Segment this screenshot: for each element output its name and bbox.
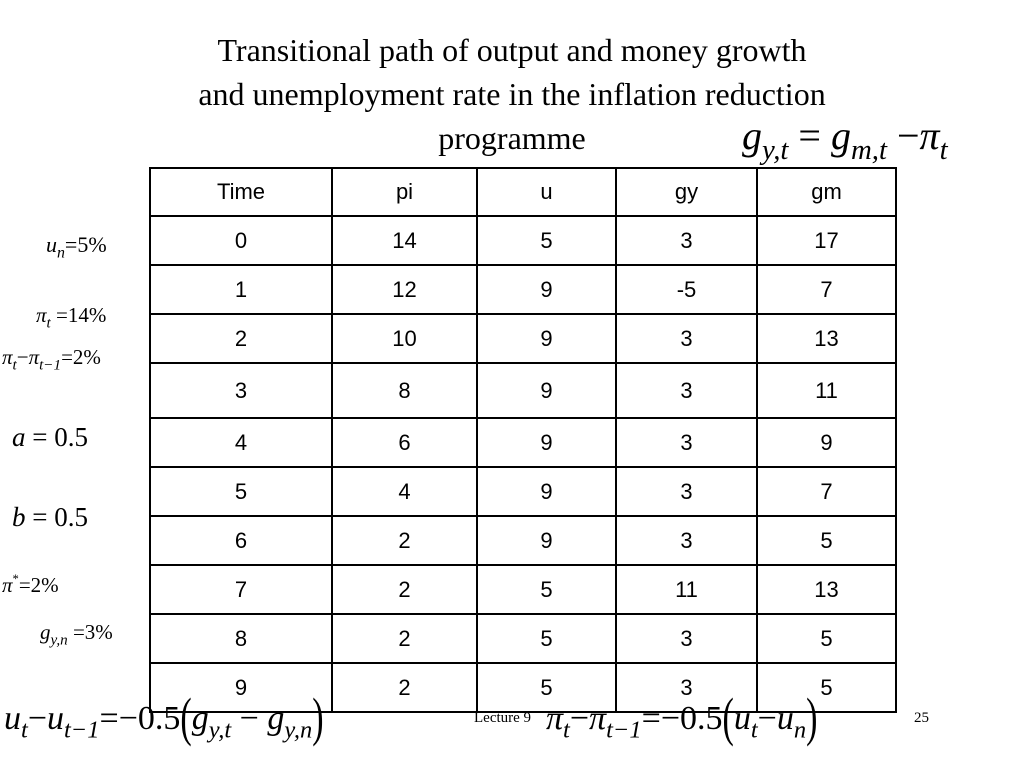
header-u: u bbox=[477, 168, 616, 216]
slide-page-number: 25 bbox=[914, 710, 929, 726]
table-row bbox=[150, 467, 896, 516]
formula-okun-law: $u_t-u_{t-1}=-0.5(g_{y,t} - g_{y,n})$ bbox=[4, 688, 324, 748]
table-row bbox=[150, 216, 896, 265]
cell-time: 1 bbox=[150, 265, 332, 314]
cell-time: 4 bbox=[150, 418, 332, 467]
cell-gm: 13 bbox=[757, 314, 896, 363]
cell-time: 0 bbox=[150, 216, 332, 265]
header-gm: gm bbox=[757, 168, 896, 216]
formula-natural-growth: $g_{y,n} =3\%$ bbox=[40, 620, 113, 649]
cell-gm: 11 bbox=[757, 363, 896, 418]
cell-gy: 3 bbox=[616, 363, 757, 418]
title-line-1: Transitional path of output and money growth bbox=[217, 32, 807, 68]
cell-pi: 10 bbox=[332, 314, 477, 363]
cell-gm: 7 bbox=[757, 467, 896, 516]
cell-pi: 6 bbox=[332, 418, 477, 467]
cell-pi: 8 bbox=[332, 363, 477, 418]
table-row bbox=[150, 614, 896, 663]
cell-gy: -5 bbox=[616, 265, 757, 314]
cell-u: 9 bbox=[477, 363, 616, 418]
transition-table bbox=[149, 167, 897, 713]
cell-gm: 5 bbox=[757, 516, 896, 565]
cell-time: 7 bbox=[150, 565, 332, 614]
cell-gm: 13 bbox=[757, 565, 896, 614]
cell-time: 8 bbox=[150, 614, 332, 663]
table-row bbox=[150, 516, 896, 565]
cell-pi: 2 bbox=[332, 663, 477, 712]
cell-gy: 3 bbox=[616, 516, 757, 565]
cell-u: 5 bbox=[477, 663, 616, 712]
table-header-row bbox=[150, 168, 896, 216]
formula-parameter-b: b = 0.5 bbox=[12, 502, 88, 532]
formula-parameter-a: a = 0.5 bbox=[12, 422, 88, 452]
header-pi: pi bbox=[332, 168, 477, 216]
cell-gm: 17 bbox=[757, 216, 896, 265]
cell-gy: 3 bbox=[616, 663, 757, 712]
cell-gy: 3 bbox=[616, 418, 757, 467]
title-line-2: and unemployment rate in the inflation reduction bbox=[198, 76, 826, 112]
cell-time: 9 bbox=[150, 663, 332, 712]
formula-natural-unemployment: $u_n=5\%$ bbox=[46, 232, 107, 262]
cell-u: 5 bbox=[477, 216, 616, 265]
cell-pi: 2 bbox=[332, 516, 477, 565]
cell-u: 5 bbox=[477, 614, 616, 663]
cell-time: 3 bbox=[150, 363, 332, 418]
formula-initial-inflation: $\pi_t =14\%$ bbox=[36, 303, 107, 332]
cell-pi: 4 bbox=[332, 467, 477, 516]
cell-time: 5 bbox=[150, 467, 332, 516]
cell-gm: 7 bbox=[757, 265, 896, 314]
title-line-3: programme bbox=[438, 120, 586, 156]
table-row bbox=[150, 265, 896, 314]
cell-gy: 3 bbox=[616, 467, 757, 516]
formula-inflation-change: $\pi_t-\pi_{t-1}=2\%$ bbox=[2, 345, 101, 374]
cell-u: 9 bbox=[477, 467, 616, 516]
table-row bbox=[150, 418, 896, 467]
cell-pi: 12 bbox=[332, 265, 477, 314]
cell-gy: 3 bbox=[616, 216, 757, 265]
formula-target-inflation: π*=2% bbox=[2, 572, 59, 597]
cell-time: 2 bbox=[150, 314, 332, 363]
cell-u: 9 bbox=[477, 516, 616, 565]
cell-gm: 5 bbox=[757, 614, 896, 663]
table-row bbox=[150, 565, 896, 614]
cell-gy: 11 bbox=[616, 565, 757, 614]
cell-gm: 9 bbox=[757, 418, 896, 467]
cell-pi: 14 bbox=[332, 216, 477, 265]
cell-u: 9 bbox=[477, 265, 616, 314]
cell-u: 9 bbox=[477, 314, 616, 363]
table-row bbox=[150, 314, 896, 363]
cell-u: 5 bbox=[477, 565, 616, 614]
cell-pi: 2 bbox=[332, 565, 477, 614]
header-time: Time bbox=[150, 168, 332, 216]
cell-gm: 5 bbox=[757, 663, 896, 712]
header-gy: gy bbox=[616, 168, 757, 216]
cell-time: 6 bbox=[150, 516, 332, 565]
cell-u: 9 bbox=[477, 418, 616, 467]
table-row bbox=[150, 363, 896, 418]
cell-gy: 3 bbox=[616, 314, 757, 363]
footer-lecture-label: Lecture 9 bbox=[474, 710, 532, 726]
cell-gy: 3 bbox=[616, 614, 757, 663]
cell-pi: 2 bbox=[332, 614, 477, 663]
formula-output-growth: $g_{y,t} = g_{m,t} -\pi_t$ bbox=[742, 113, 948, 167]
formula-phillips-curve: $\pi_t-\pi_{t-1}=-0.5(u_t-u_n)$ bbox=[546, 688, 818, 748]
